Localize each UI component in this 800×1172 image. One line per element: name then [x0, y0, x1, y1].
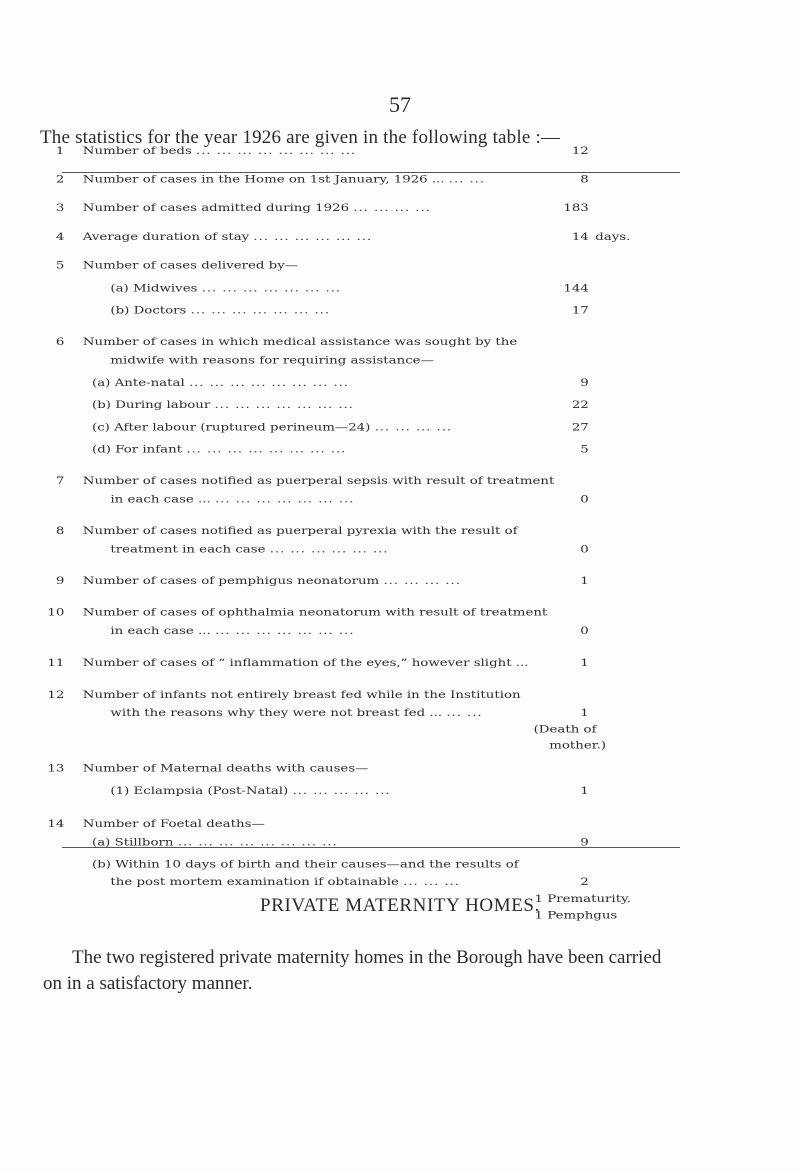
row-text: Number of beds ... ... ... ... ... ... ... ...: [82, 145, 357, 157]
row-text: the post mortem examination if obtainable ... ... ...: [110, 876, 460, 889]
row-number: 12: [47, 688, 65, 701]
row-text: Number of cases admitted during 1926 ... ... ... ...: [82, 202, 431, 215]
row-text: with the reasons why they were not breast fed ... ... ...: [110, 707, 483, 720]
intro-text: The statistics for the year 1926 are given in the following table :—: [40, 127, 561, 148]
row-value: 14: [571, 231, 589, 243]
row-text: Number of cases notified as puerperal pyrexia with the result of: [82, 525, 518, 537]
row-text: Number of Foetal deaths—: [82, 818, 265, 831]
row-value: 0: [580, 543, 589, 556]
row-value: 12: [571, 145, 589, 157]
row-text: (1) Eclampsia (Post-Natal) ... ... ... ... ...: [110, 785, 391, 798]
row-number: 3: [55, 202, 65, 215]
row-value: 1: [580, 657, 589, 670]
row-value: 17: [571, 304, 589, 317]
row-text: Number of cases delivered by—: [82, 259, 299, 272]
page-number: 57: [389, 92, 411, 117]
row-value: 183: [563, 202, 589, 215]
row-value: 22: [571, 399, 589, 412]
row-text: Number of cases in the Home on 1st January, 1926 ... ... ...: [82, 173, 485, 186]
row-text: in each case ... ... ... ... ... ... ... ...: [110, 625, 355, 637]
row-text: Average duration of stay ... ... ... ... ... ...: [82, 231, 373, 243]
row-text: Number of cases of pemphigus neonatorum ... ... ... ...: [82, 575, 461, 587]
row-text: in each case ... ... ... ... ... ... ... ...: [110, 493, 355, 506]
table-bottom-rule: [62, 847, 680, 848]
row-number: 13: [47, 762, 65, 775]
row-number: 9: [55, 575, 65, 587]
row-number: 2: [55, 173, 65, 186]
row-value: 27: [571, 421, 589, 434]
row-number: 6: [55, 336, 65, 348]
row-text: treatment in each case ... ... ... ... ... ...: [110, 543, 389, 556]
row-value-unit: days.: [595, 231, 631, 243]
row-text: Number of Maternal deaths with causes—: [82, 762, 369, 775]
row-number: 8: [55, 525, 65, 537]
row-text: midwife with reasons for requiring assistance—: [110, 354, 434, 367]
row-text: (a) Midwives ... ... ... ... ... ... ...: [110, 282, 342, 295]
row-value: 0: [580, 493, 589, 506]
row-text: Number of cases in which medical assistance was sought by the: [82, 336, 518, 348]
row-text: Number of cases of “ inflammation of the eyes,” however slight ...: [82, 657, 529, 670]
row-value: 9: [580, 836, 589, 849]
row-number: 11: [47, 657, 65, 670]
row-text: (b) During labour ... ... ... ... ... ... ...: [92, 399, 354, 412]
row-value: 1: [580, 707, 589, 720]
body-paragraph-line: The two registered private maternity homes in the Borough have been carried: [72, 947, 662, 968]
row-value: 0: [580, 625, 589, 637]
row-text: (d) For infant ... ... ... ... ... ... ... ...: [92, 443, 347, 456]
row-value: 2: [580, 876, 589, 889]
row-text: (b) Within 10 days of birth and their causes—and the results of: [92, 858, 519, 871]
row-text: (b) Doctors ... ... ... ... ... ... ...: [110, 304, 330, 317]
row-note: (Death of: [533, 723, 597, 736]
row-value: 144: [563, 282, 589, 295]
row-note: 1 Prematurity.: [534, 893, 632, 906]
body-paragraph-line: on in a satisfactory manner.: [43, 973, 253, 994]
row-text: Number of cases notified as puerperal sepsis with result of treatment: [82, 475, 555, 487]
row-value: 8: [580, 173, 589, 186]
row-note: 1 Pemphgus: [534, 909, 618, 922]
row-text: (a) Stillborn ... ... ... ... ... ... ... ...: [92, 836, 338, 849]
row-text: Number of infants not entirely breast fed while in the Institution: [82, 688, 521, 701]
row-text: (c) After labour (ruptured perineum—24) ... ... ... ...: [92, 421, 453, 434]
row-text: (a) Ante-natal ... ... ... ... ... ... ... ...: [92, 377, 349, 390]
row-note: mother.): [549, 739, 607, 752]
section-title: PRIVATE MATERNITY HOMES.: [260, 895, 540, 916]
row-number: 10: [47, 606, 65, 619]
row-number: 5: [55, 259, 65, 272]
row-text: Number of cases of ophthalmia neonatorum with result of treatment: [82, 606, 548, 619]
row-value: 9: [580, 377, 589, 390]
row-value: 1: [580, 575, 589, 587]
row-number: 7: [55, 475, 65, 487]
row-number: 14: [47, 818, 65, 831]
row-value: 1: [580, 785, 589, 798]
row-number: 1: [55, 145, 65, 157]
row-number: 4: [55, 231, 65, 243]
row-value: 5: [580, 443, 589, 456]
